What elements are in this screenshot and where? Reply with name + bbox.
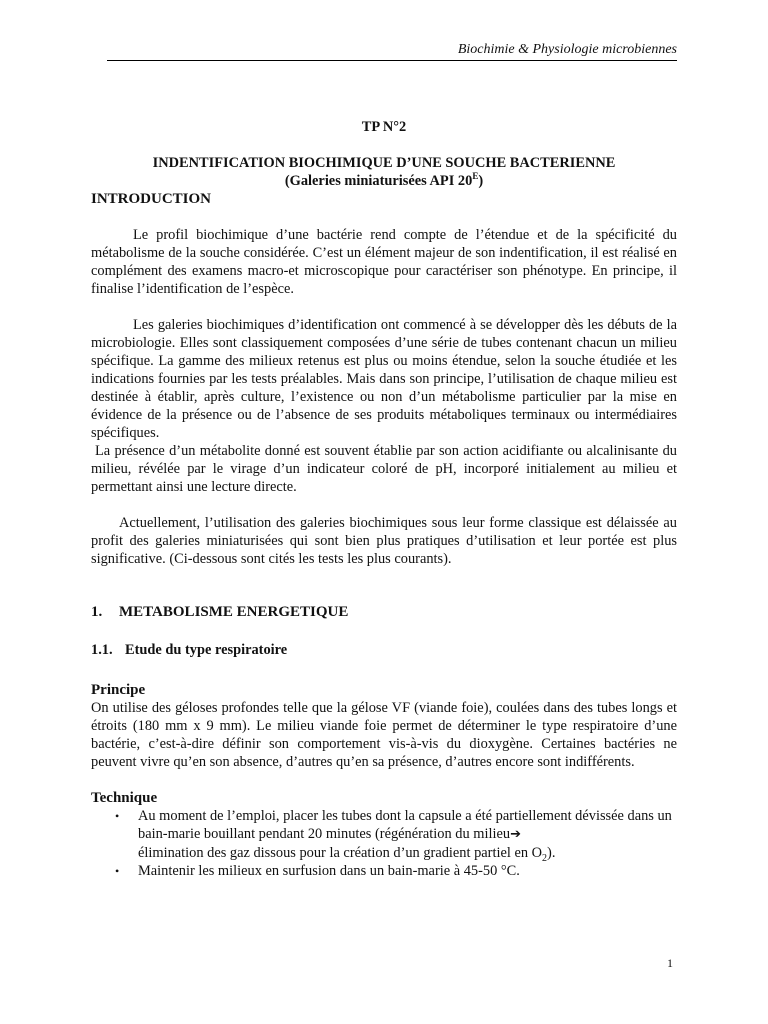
intro-paragraph-1: Le profil biochimique d’une bactérie rend compte de l’étendue et de la spécificité du métabolisme de la souche considérée. C’est un élément majeur de son indentification, il est réalisé en complément des examens macro-et microscopique pour caractériser son phénotype. En principe, il finalise l’identification de l’espèce. (91, 227, 677, 297)
document-title (91, 154, 677, 190)
page-number: 1 (667, 956, 673, 970)
technique-label: Technique (91, 790, 158, 806)
title-superscript: E (472, 171, 479, 182)
intro-paragraph-4: Actuellement, l’utilisation des galeries biochimiques sous leur forme classique est délaissée au profit des galeries miniaturisées qui sont bien plus pratiques d’utilisation et leur portée est plus significative. (Ci-dessous sont cités les tests les plus courants). (91, 515, 677, 567)
bullet-marker: • (115, 864, 120, 878)
section-1-number: 1. (91, 604, 103, 620)
bullet-text-a: Au moment de l’emploi, placer les tubes dont la capsule a été partiellement dévissée dans un bain-marie bouillant pendant 20 minutes (régénération du milieu (138, 808, 672, 842)
intro-paragraph-3: La présence d’un métabolite donné est souvent établie par son action acidifiante ou alcalinisante du milieu, révélée par le virage d’un indicateur coloré de pH, incorporé initialement au milieu et permettant ainsi une lecture directe. (91, 443, 677, 495)
tp-number-title: TP N°2 (361, 119, 407, 135)
technique-list (91, 807, 677, 880)
page-content (91, 118, 677, 880)
bullet-text: Maintenir les milieux en surfusion dans un bain-marie à 45-50 °C. (138, 863, 520, 879)
title-line-2-prefix: (Galeries miniaturisées API 20 (284, 173, 473, 189)
subscript-2: 2 (542, 852, 548, 864)
list-item (91, 807, 677, 862)
principe-label: Principe (91, 682, 146, 698)
arrow-icon: ➔ (510, 827, 521, 842)
running-header: Biochimie & Physiologie microbiennes (457, 42, 677, 57)
section-1-title: METABOLISME ENERGETIQUE (119, 604, 349, 620)
bullet-text-b: élimination des gaz dissous pour la création d’un gradient partiel en O (138, 845, 543, 861)
title-line-2-suffix: ) (478, 173, 484, 189)
list-item (91, 862, 677, 880)
title-line-1: INDENTIFICATION BIOCHIMIQUE D’UNE SOUCHE BACTERIENNE (152, 155, 616, 171)
bullet-text-c: ). (547, 845, 556, 861)
subsection-title: Etude du type respiratoire (125, 642, 288, 658)
subsection-number: 1.1. (91, 642, 113, 658)
header-rule (107, 60, 677, 61)
title-line-2 (91, 172, 677, 190)
introduction-heading: INTRODUCTION (91, 191, 212, 207)
section-1-heading (91, 603, 677, 621)
intro-paragraph-2: Les galeries biochimiques d’identification ont commencé à se développer dès les débuts de la microbiologie. Elles sont classiquement composées d’une série de tubes contenant chacun un milieu spécifique. La gamme des milieux retenus est plus ou moins étendue, selon la souche étudiée et les indications fournies par les tests préalables. Mais dans son principe, l’utilisation de chaque milieu est destinée à établir, après culture, l’existence ou non d’un métabolisme particulier par la mise en évidence de la présence ou de l’absence de ses produits métaboliques terminaux ou intermédiaires spécifiques. (91, 317, 677, 441)
bullet-marker: • (115, 809, 120, 823)
principe-paragraph: On utilise des géloses profondes telle que la gélose VF (viande foie), coulées dans des tubes longs et étroits (180 mm x 9 mm). Le milieu viande foie permet de déterminer le type respiratoire d’une bactérie, c’est-à-dire définir son comportement vis-à-vis du dioxygène. Certaines bactéries ne peuvent vivre qu’en son absence, d’autres qu’en sa présence, d’autres encore sont indifférents. (91, 700, 677, 770)
subsection-1-1-heading (91, 641, 677, 659)
